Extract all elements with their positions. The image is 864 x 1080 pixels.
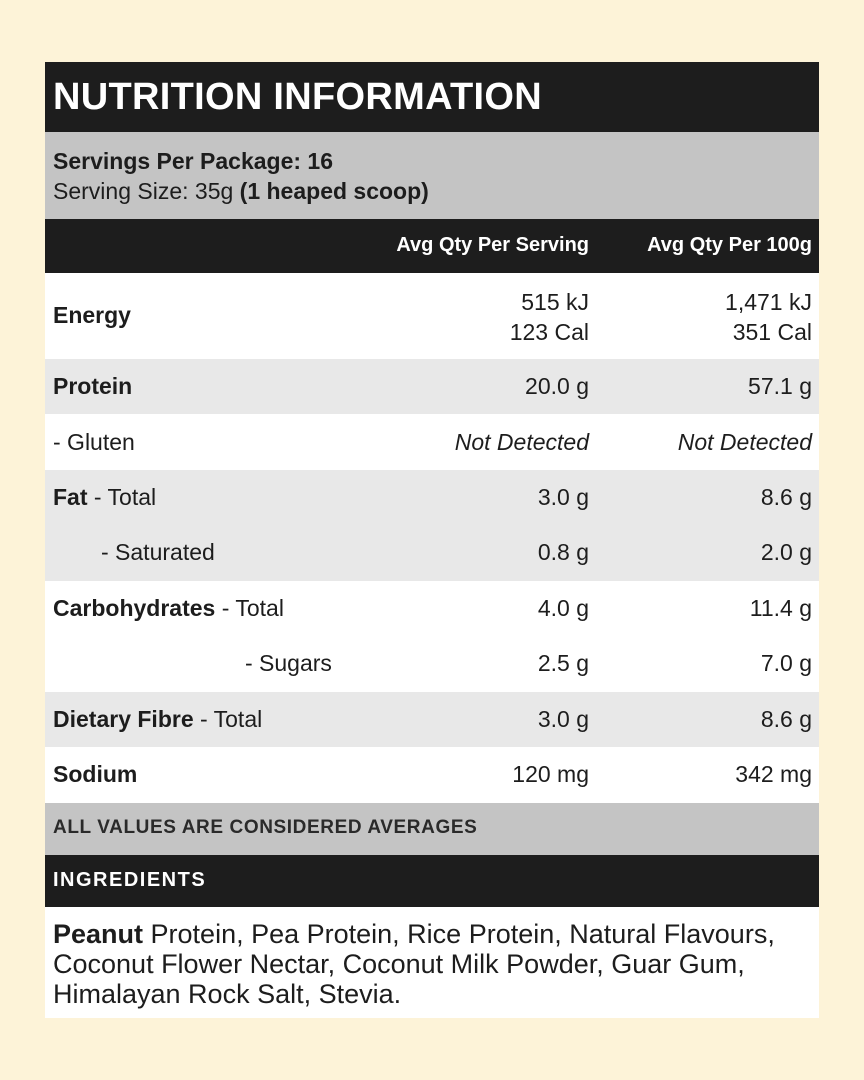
ingredients-heading: INGREDIENTS bbox=[45, 855, 819, 907]
serving-size-label: Serving Size: 35g bbox=[53, 178, 234, 204]
col-per-100g: Avg Qty Per 100g bbox=[647, 234, 812, 256]
fat-saturated-label: - Saturated bbox=[101, 539, 215, 565]
serving-size bbox=[53, 176, 811, 206]
protein-serving: 20.0 g bbox=[525, 373, 589, 399]
row-energy bbox=[45, 273, 819, 359]
energy-serving bbox=[510, 287, 589, 347]
row-label: Carbohydrates bbox=[53, 595, 216, 621]
fat-saturated-per100: 2.0 g bbox=[760, 539, 812, 565]
row-sublabel: - Total bbox=[93, 484, 157, 510]
energy-serving-cal: 123 Cal bbox=[509, 319, 589, 345]
col-per-serving: Avg Qty Per Serving bbox=[396, 234, 589, 256]
fibre-serving: 3.0 g bbox=[537, 706, 589, 732]
row-group-carbohydrates bbox=[45, 581, 819, 692]
fat-saturated-serving: 0.8 g bbox=[537, 539, 589, 565]
carb-total-label bbox=[53, 595, 284, 622]
protein-per100: 57.1 g bbox=[748, 373, 812, 399]
averages-note: ALL VALUES ARE CONSIDERED AVERAGES bbox=[45, 803, 819, 855]
row-protein bbox=[45, 359, 819, 414]
fat-total-label bbox=[53, 484, 156, 511]
row-label: Protein bbox=[53, 373, 133, 399]
gluten-per100: Not Detected bbox=[677, 429, 812, 455]
sodium-per100: 342 mg bbox=[735, 761, 812, 787]
row-sublabel: - Total bbox=[221, 595, 284, 621]
nutrition-panel bbox=[45, 62, 819, 1018]
carb-sugars-serving: 2.5 g bbox=[537, 650, 589, 676]
carb-total-per100: 11.4 g bbox=[749, 595, 812, 621]
panel-title: NUTRITION INFORMATION bbox=[45, 62, 819, 132]
ingredients-list bbox=[45, 907, 819, 1018]
row-gluten bbox=[45, 414, 819, 470]
row-sodium bbox=[45, 747, 819, 803]
fibre-per100: 8.6 g bbox=[760, 706, 812, 732]
ingredients-lead: Peanut bbox=[53, 919, 144, 949]
energy-per100-kj: 1,471 kJ bbox=[725, 289, 812, 315]
row-label: Fat bbox=[53, 484, 88, 510]
row-group-fat bbox=[45, 470, 819, 581]
row-label: Energy bbox=[53, 302, 131, 328]
serving-size-note: (1 heaped scoop) bbox=[239, 178, 429, 204]
fat-total-per100: 8.6 g bbox=[760, 484, 812, 510]
energy-per100 bbox=[725, 287, 812, 347]
row-label: Dietary Fibre bbox=[53, 706, 194, 732]
fibre-label bbox=[53, 706, 262, 733]
energy-serving-kj: 515 kJ bbox=[521, 289, 589, 315]
row-label: Sodium bbox=[53, 761, 138, 787]
carb-total-serving: 4.0 g bbox=[537, 595, 589, 621]
fat-total-serving: 3.0 g bbox=[537, 484, 589, 510]
ingredients-text: Protein, Pea Protein, Rice Protein, Natural Flavours, Coconut Flower Nectar, Coconut Milk Powder, Guar Gum, Himalayan Rock Salt, Stevia. bbox=[53, 919, 775, 1009]
energy-per100-cal: 351 Cal bbox=[732, 319, 812, 345]
column-header bbox=[45, 219, 819, 273]
carb-sugars-label: - Sugars bbox=[245, 650, 332, 676]
row-label: - Gluten bbox=[53, 429, 135, 455]
servings-section bbox=[45, 132, 819, 219]
row-dietary-fibre bbox=[45, 692, 819, 747]
servings-per-package: Servings Per Package: 16 bbox=[53, 148, 333, 174]
row-sublabel: - Total bbox=[200, 706, 263, 732]
gluten-serving: Not Detected bbox=[454, 429, 589, 455]
sodium-serving: 120 mg bbox=[512, 761, 589, 787]
carb-sugars-per100: 7.0 g bbox=[760, 650, 812, 676]
